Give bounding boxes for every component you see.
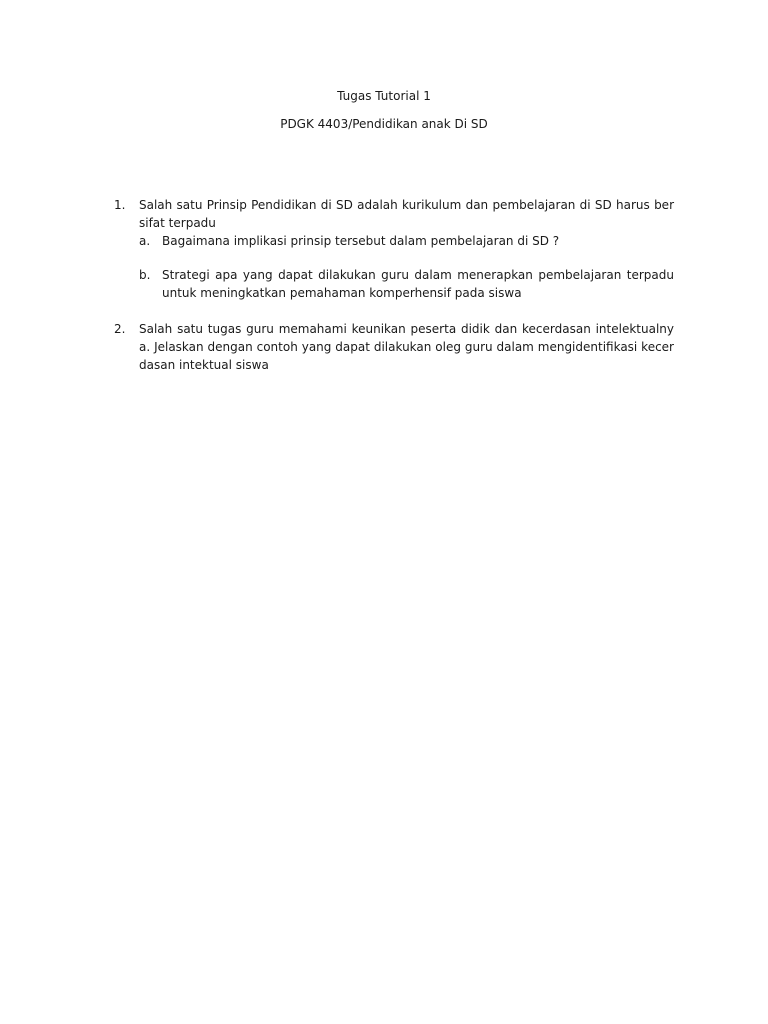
- document-title: Tugas Tutorial 1: [337, 89, 431, 103]
- question-number: 2.: [114, 322, 126, 336]
- document-subtitle: PDGK 4403/Pendidikan anak Di SD: [280, 117, 488, 131]
- sub-question-text: Bagaimana implikasi prinsip tersebut dalam pembelajaran di SD ?: [162, 234, 560, 248]
- sub-question-letter: b.: [139, 268, 151, 282]
- question-number: 1.: [114, 198, 126, 212]
- question-text: Salah satu tugas guru memahami keunikan peserta didik dan kecerdasan intelektualnya. Jelaskan dengan contoh yang dapat dilakukan oleg guru dalam mengidentifikasi kecerdasan intektual siswa: [139, 322, 674, 372]
- sub-question-letter: a.: [139, 234, 151, 248]
- question-text: Salah satu Prinsip Pendidikan di SD adalah kurikulum dan pembelajaran di SD harus bersifat terpadu: [139, 198, 674, 230]
- sub-question-text: Strategi apa yang dapat dilakukan guru dalam menerapkan pembelajaran terpadu untuk meningkatkan pemahaman komperhensif pada siswa: [162, 268, 674, 300]
